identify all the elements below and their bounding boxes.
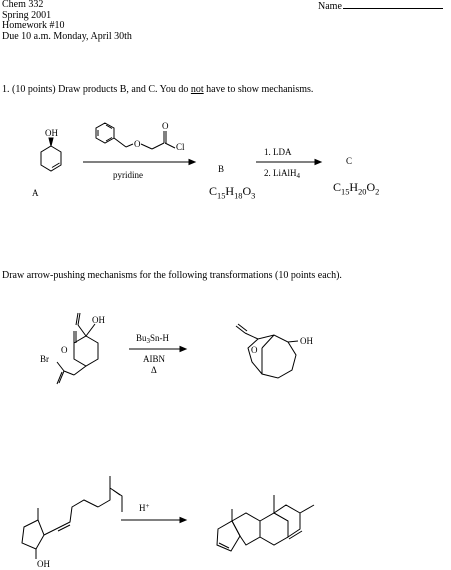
reagent-ether-o: O xyxy=(134,139,141,149)
course-line: Chem 332 xyxy=(2,0,44,10)
product-oh: OH xyxy=(300,336,313,346)
due-line: Due 10 a.m. Monday, April 30th xyxy=(2,30,132,42)
formula-c-text: $C_{15}H_{20}O_2$ xyxy=(333,180,380,197)
label-a: A xyxy=(32,188,39,198)
reagent-cl: Cl xyxy=(176,142,185,152)
label-b: B xyxy=(218,164,225,174)
polyene-oh: OH xyxy=(37,559,50,569)
question-2-instruction: Draw arrow-pushing mechanisms for the following transformations (10 points each). xyxy=(2,270,342,281)
step-2-lialh4: 2. LiAlH$_4$ xyxy=(264,168,300,180)
reagent-heat: Δ xyxy=(151,365,157,375)
homework-line: Homework #10 xyxy=(2,20,65,31)
reagent-acid: H+ xyxy=(139,502,150,513)
reagent-aibn: AIBN xyxy=(143,354,165,364)
q1-prompt-not: not xyxy=(190,84,204,95)
term-line: Spring 2001 xyxy=(2,9,52,21)
sm-oh: OH xyxy=(92,315,105,325)
step-1-lda: 1. LDA xyxy=(264,147,292,157)
sm-br: Br xyxy=(40,354,49,364)
compound-a-oh: OH xyxy=(45,128,58,138)
reagent-bu3snh: $Bu_3Sn-H$ xyxy=(136,333,170,345)
reagent-pyridine: pyridine xyxy=(113,170,143,180)
name-label: Name xyxy=(318,1,342,12)
formula-b-text: $C_{15}H_{18}O_3$ xyxy=(209,184,256,201)
reagent-carbonyl-o: O xyxy=(162,121,169,131)
label-c: C xyxy=(346,156,353,166)
product-ketone-o: O xyxy=(251,345,258,355)
tetracycle-structure xyxy=(217,495,314,551)
sm-ketone-o: O xyxy=(61,345,68,355)
q1-prompt-post: have to show mechanisms. xyxy=(203,84,314,95)
polyene-structure xyxy=(22,476,122,569)
q1-prompt-pre: 1. (10 points) Draw products B, and C. You do xyxy=(2,84,191,95)
